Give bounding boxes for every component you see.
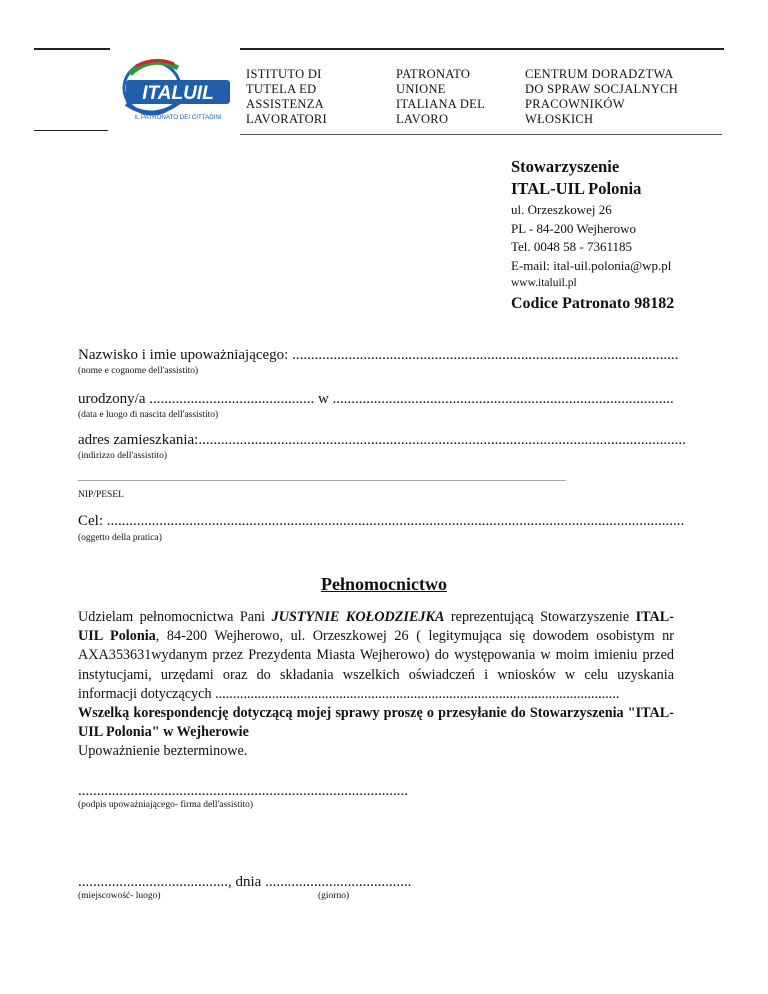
body-text-representing: reprezentującą Stowarzyszenie — [444, 609, 636, 625]
header-col-patronato: PATRONATO UNIONE ITALIANA DEL LAVORO — [396, 67, 486, 126]
document-title: Pełnomocnictwo — [321, 574, 447, 594]
caption-goal: (oggetto della pratica) — [78, 533, 162, 543]
header-col-centrum: CENTRUM DORADZTWA DO SPRAW SOCJALNYCH PRACOWNIKÓW WŁOSKICH — [525, 67, 679, 126]
field-address: adres zamieszkania:.................................................................................................................................. — [78, 432, 686, 448]
italuil-logo — [112, 52, 236, 124]
signature-line: ........................................................................................ — [78, 783, 408, 799]
authorization-body — [78, 608, 674, 762]
org-name-line2: ITAL-UIL Polonia — [511, 179, 642, 198]
caption-birth: (data e luogo di nascita dell'assistito) — [78, 410, 219, 420]
correspondence-paragraph: Wszelką korespondencję dotyczącą mojej sprawy proszę o przesyłanie do Stowarzyszenia "ITAL-UIL Polonia" w Wejherowie — [78, 705, 674, 741]
place-date-line: ........................................, dnia ....................................... — [78, 874, 412, 890]
field-nip-dots: .................................................................................................................................................................................................................................................... — [78, 474, 566, 483]
org-street: ul. Orzeszkowej 26 — [511, 202, 612, 217]
org-email: E-mail: ital-uil.polonia@wp.pl — [511, 257, 672, 273]
header-rule-left-top — [34, 48, 110, 50]
caption-nip: NIP/PESEL — [78, 490, 124, 500]
authorization-paragraph — [78, 608, 674, 704]
caption-day: (giorno) — [318, 891, 350, 901]
header-rule-right-bottom — [240, 134, 722, 135]
attorney-name: JUSTYNIE KOŁODZIEJKA — [271, 609, 445, 625]
body-text-details: , 84-200 Wejherowo, ul. Orzeszkowej 26 ( legitymująca się dowodem osobistym nr AXA353631wydanym przez Prezydenta Miasta Wejherowo) do występowania w moim imieniu przed instytucjami, urzędami oraz do składania wszelkich oświadczeń i wniosków w celu uzyskania informacji dotyczących .................................................................................................................. — [78, 628, 675, 702]
org-block — [511, 156, 751, 316]
org-website: www.italuil.pl — [511, 277, 577, 289]
org-name-line1: Stowarzyszenie — [511, 157, 620, 176]
validity-paragraph: Upoważnienie bezterminowe. — [78, 743, 248, 760]
header-rule-left-bottom — [34, 130, 108, 131]
field-name: Nazwisko i imie upoważniającego: ....................................................................................................... — [78, 347, 679, 363]
header-rule-right-top — [240, 48, 724, 50]
org-phone: Tel. 0048 58 - 7361185 — [511, 239, 633, 254]
org-city: PL - 84-200 Wejherowo — [511, 220, 636, 236]
caption-address: (indirizzo dell'assistito) — [78, 451, 168, 461]
svg-text:ITALUIL: ITALUIL — [142, 83, 214, 104]
field-goal: Cel: .......................................................................................................................................................... — [78, 513, 685, 529]
body-org-name: ITAL-UIL Polonia — [78, 609, 674, 645]
caption-place: (miejscowość- luogo) — [78, 891, 161, 901]
caption-signature: (podpis upoważniającego- firma dell'assistito) — [78, 800, 254, 810]
logo-globe-icon — [112, 52, 236, 124]
field-birth: urodzony/a ............................................ w ........................................................................................... — [78, 391, 674, 407]
body-text-intro: Udzielam pełnomocnictwa Pani — [78, 609, 272, 625]
header-col-istituto: ISTITUTO DI TUTELA ED ASSISTENZA LAVORATORI — [246, 67, 328, 126]
svg-text:IL PATRONATO DEI CITTADINI: IL PATRONATO DEI CITTADINI — [134, 114, 222, 121]
caption-name: (nome e cognome dell'assistito) — [78, 366, 199, 376]
org-patronato-code: Codice Patronato 98182 — [511, 295, 675, 312]
